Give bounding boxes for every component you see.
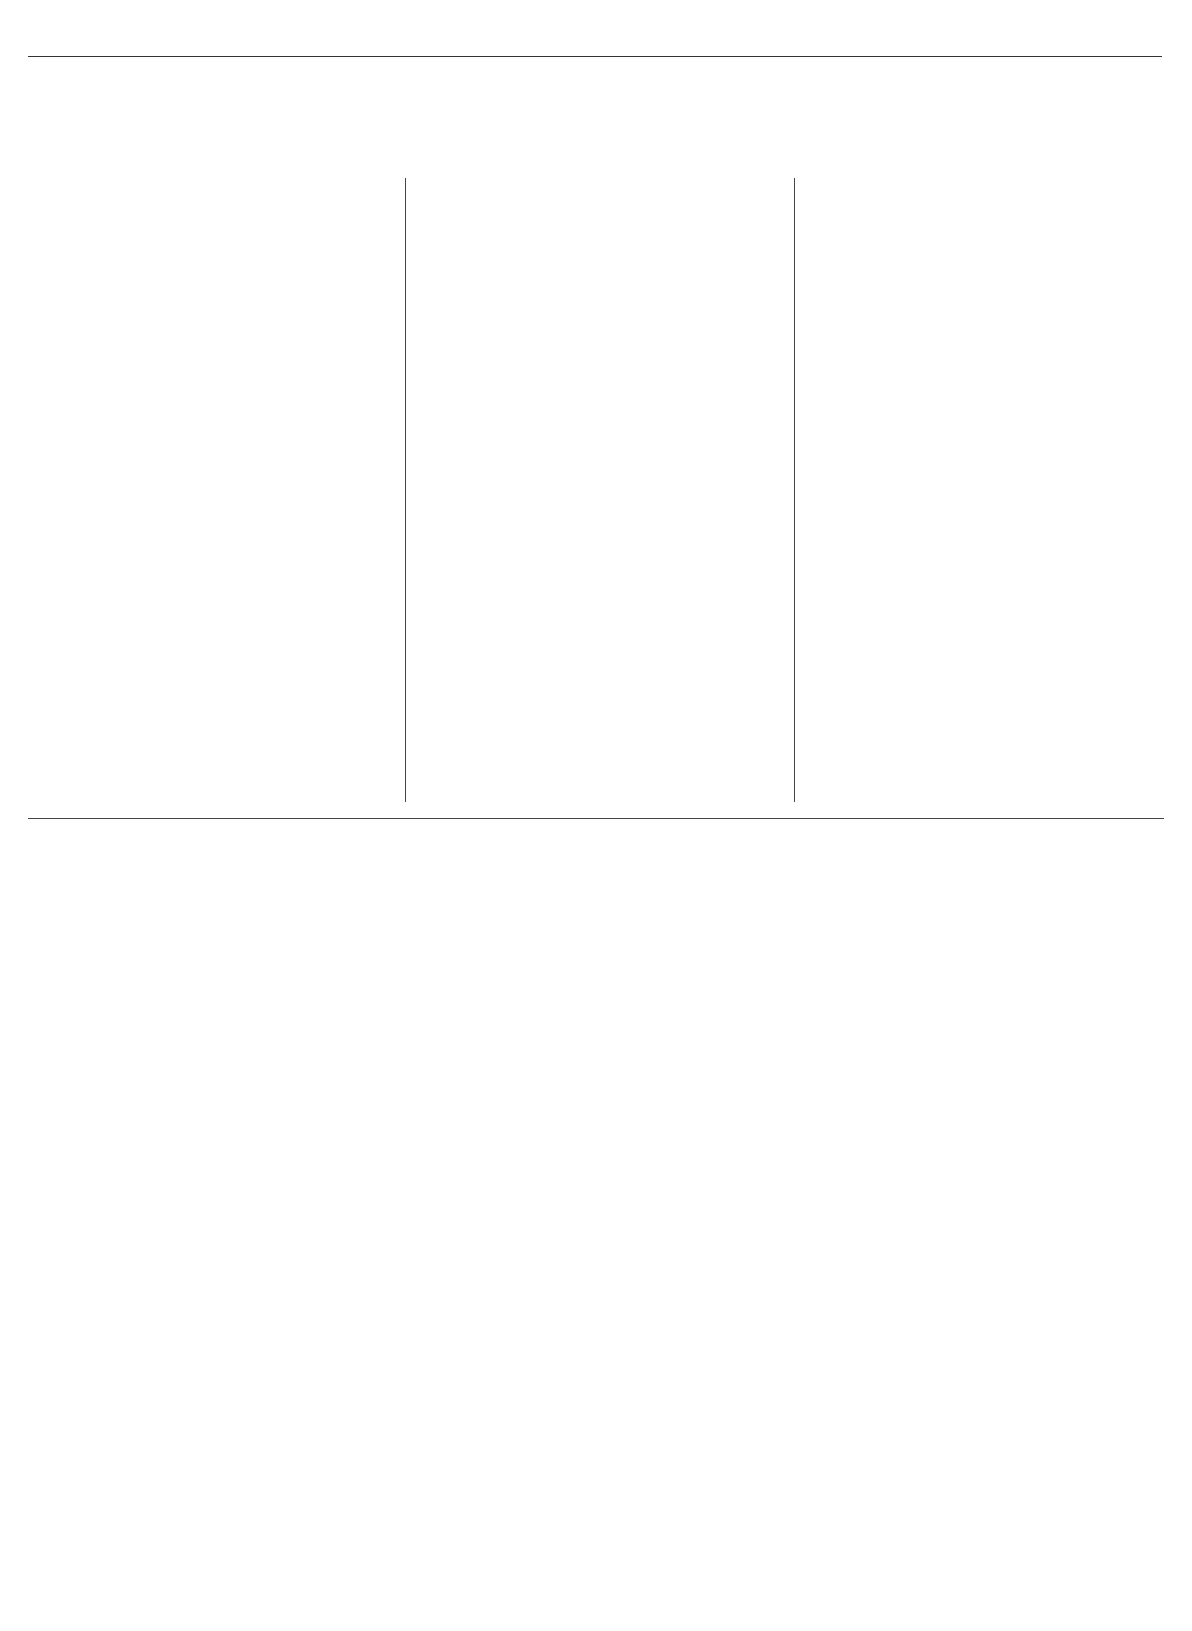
commentary-divider xyxy=(28,818,1164,819)
column-divider xyxy=(405,178,406,802)
verse-column-3 xyxy=(808,176,1166,804)
page-header xyxy=(28,14,1162,57)
column-divider xyxy=(794,178,795,802)
verse-column-1 xyxy=(35,176,397,804)
commentary-column-1 xyxy=(54,838,589,1628)
verse-column-2 xyxy=(418,176,779,804)
commentary-column-2 xyxy=(612,838,1164,1628)
